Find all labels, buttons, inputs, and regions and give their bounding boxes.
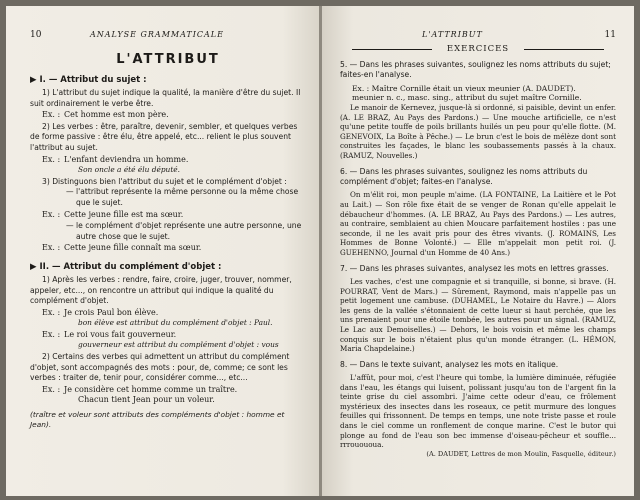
book-spread [6,6,634,496]
exercise-question: 7. — Dans les phrases suivantes, analysez les mots en lettres grasses. [340,263,609,273]
running-title: ANALYSE GRAMMATICALE [90,30,224,39]
exercises-heading: EXERCICES [340,44,616,54]
paragraph: 1) L'attribut du sujet indique la qualité, la manière d'être du sujet. Il suit ordinairement le verbe être. [30,88,301,108]
right-running-head [340,30,616,42]
exercise-text: On m'élit roi, mon peuple m'aime. (LA FONTAINE, La Laitière et le Pot au Lait.) — Son rôle fixe était de se venger de Ronan qu'elle appelait le débaucheur d'hommes. (A. LE BRAZ, Au Pays des Pardons.) — Les autres, au contraire, semblaient au chien Moucare parfaitement hostiles : pas une seconde, il ne les avait pris pour des êtres vivants. (J. ROMAINS, Les Hommes de Bonne Volonté.) — Elle m'appelait mon petit roi. (J. GUEHENNO, Journal d'un Homme de 40 Ans.) [340,190,616,257]
paragraph: 1) Après les verbes : rendre, faire, croire, juger, trouver, nommer, appeler, etc..., on rencontre un attribut qui indique la qualité du complément d'objet. [30,274,292,306]
example: Ex. : Le roi vous fait gouverneur. gouverneur est attribut du complément d'objet : vous [42,329,279,350]
section-heading-complement: ▶ II. — Attribut du complément d'objet : [30,261,222,272]
dash-item: — le complément d'objet représente une autre personne, une autre chose que le sujet. [66,221,302,241]
exercise-question: 6. — Dans les phrases suivantes, soulignez les noms attributs du complément d'objet; faites-en l'analyse. [340,166,588,186]
exercise-question: 8. — Dans le texte suivant, analysez les mots en italique. [340,359,559,369]
paragraph: 2) Certains des verbes qui admettent un attribut du complément d'objet, sont accompagnés des mots : pour, de, comme; ce sont les verbes : traiter de, tenir pour, considérer comme..., etc... [30,352,290,383]
paragraph: 3) Distinguons bien l'attribut du sujet et le complément d'objet : [42,176,287,186]
exercise-text: Les vaches, c'est une compagnie et si tranquille, si bonne, si brave. (H. POURRAT, Vent de Mars.) — Sûrement, Raymond, mais n'appelle pas un petit logement une cambuse. (DUHAMEL, Le Notaire du Havre.) — Alors les gens de la vallée s'étonnaient de cette lueur si haut perchée, que les uns prenaient pour une étoile tombée, les autres pour un signal. (RAMUZ, Le Lac aux Demoiselles.) — Dehors, le bois voisin et même les champs conquis sur le bois n'étaient plus qu'un monde étranger. (L. HÉMON, Maria Chapdelaine.) [340,276,616,354]
example: Ex. : Je considère cet homme comme un traître. Chacun tient Jean pour un voleur. [42,384,238,405]
rule-left [352,49,432,50]
rule-right [524,49,604,50]
running-title: L'ATTRIBUT [422,30,483,39]
example: Ex. : Cet homme est mon père. [42,110,169,120]
paragraph: 2) Les verbes : être, paraître, devenir, sembler, et quelques verbes de forme passive : être élu, être appelé, etc... relient le plus souvent l'attribut au sujet. [30,121,298,152]
exercise-text: Le manoir de Kernevez, jusque-là si ordonné, si paisible, devint un enfer. (A. LE BRAZ, Au Pays des Pardons.) — Une mouche artificielle, ce n'est qu'une petite touffe de poils brillants huilés un peu pour qu'elle flotte. (M. GENEVOIX, La Boîte à Pêche.) — Le brun c'est le bois de mélèze dont sont construites les façades, le blanc les soubassements passés à la chaux. (RAMUZ, Nouvelles.) [340,103,616,160]
page-number: 10 [30,30,42,40]
dash-item: — l'attribut représente la même personne ou la même chose que le sujet. [66,187,299,207]
note: (traître et voleur sont attributs des compléments d'objet : homme et Jean). [30,410,285,430]
right-page [322,6,634,496]
example: Ex. : Cette jeune fille connaît ma sœur. [42,243,202,253]
exercise-question: 5. — Dans les phrases suivantes, soulignez les noms attributs du sujet; faites-en l'analyse. [340,60,611,80]
exercise-example: Ex. : Maître Cornille était un vieux meunier (A. DAUDET). [352,83,576,93]
exercise-text: L'affût, pour moi, c'est l'heure qui tombe, la lumière diminuée, réfugiée dans l'eau, les étangs qui luisent, polissant jusqu'au ton de l'argent fin la teinte grise du ciel assombri. J'aime cette odeur d'eau, ce frôlement mystérieux des insectes dans les roseaux, ce petit murmure des longues feuilles qui frissonnent. De temps en temps, une note triste passe et roule dans le ciel comme un ronflement de conque marine. C'est le butor qui plonge au fond de l'eau son bec immense d'oiseau-pêcheur et souffle... rrrouououa. [340,373,616,450]
section-heading-sujet: ▶ I. — Attribut du sujet : [30,75,147,85]
example: Ex. : Je crois Paul bon élève. bon élève est attribut du complément d'objet : Paul. [42,307,273,328]
exercise-example: meunier n. c., masc. sing., attribut du sujet maître Cornille. [352,93,582,103]
source-citation: (A. DAUDET, Lettres de mon Moulin, Fasquelle, éditeur.) [426,449,616,458]
chapter-title: L'ATTRIBUT [116,52,220,67]
example: Ex. : L'enfant deviendra un homme. Son oncle a été élu député. [42,154,189,175]
left-running-head [30,30,306,42]
left-page [6,6,320,496]
example: Ex. : Cette jeune fille est ma sœur. [42,209,184,219]
page-number: 11 [604,30,616,40]
